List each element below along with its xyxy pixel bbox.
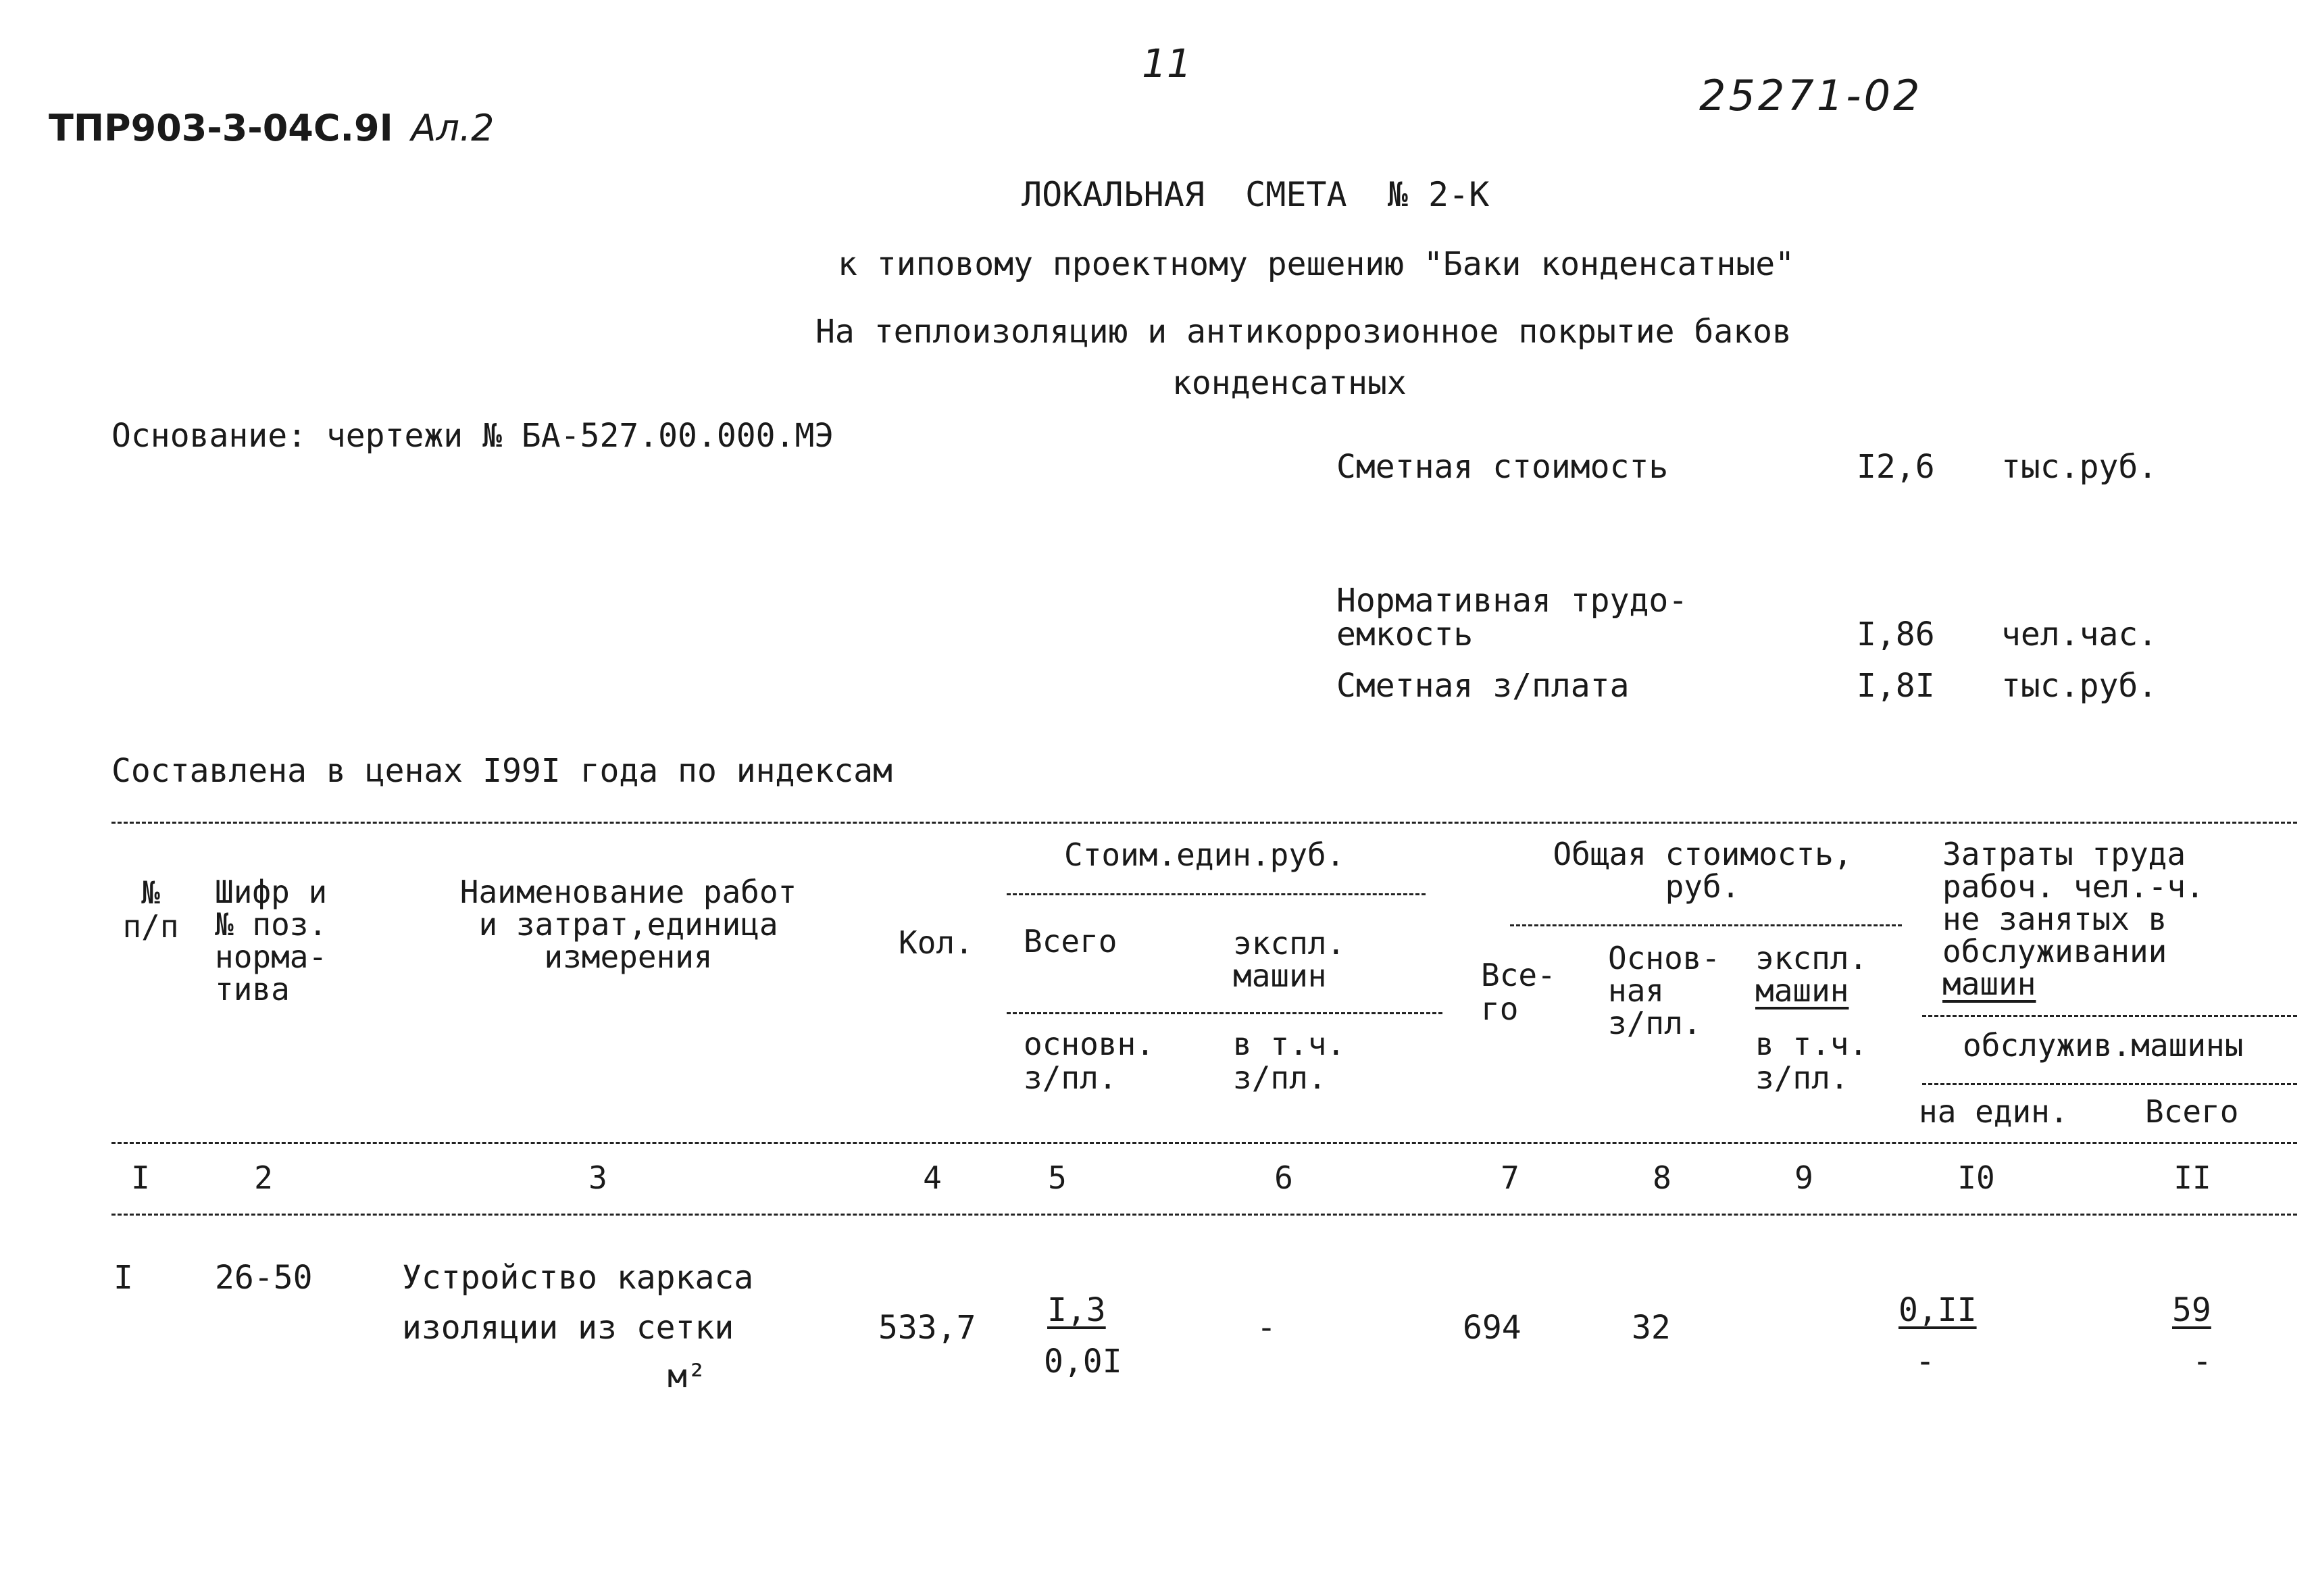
column-number: I0 xyxy=(1957,1159,1995,1196)
column-number: 4 xyxy=(923,1159,942,1196)
unit-cost-rule xyxy=(1007,893,1426,895)
header-labor-machines: обслужив.машины xyxy=(1963,1027,2244,1064)
title-line-2: к типовому проектному решению "Баки конденсатные" xyxy=(838,245,1795,283)
header-total-mach-wage-2: з/пл. xyxy=(1755,1059,1849,1096)
header-total-main-1: Основ- xyxy=(1608,940,1721,976)
row-labor-per-unit-bottom: - xyxy=(1915,1343,1935,1380)
row-labor-total-bottom: - xyxy=(2192,1343,2212,1380)
labor-sub-rule xyxy=(1922,1015,2297,1017)
table-top-rule xyxy=(111,822,2297,824)
header-code-4: тива xyxy=(215,971,290,1007)
wage-unit: тыс.руб. xyxy=(2001,667,2158,705)
header-total-group-2: руб. xyxy=(1665,868,1740,905)
header-name-1: Наименование работ xyxy=(459,874,797,910)
header-code-3: норма- xyxy=(215,939,328,975)
doc-sheet: Ал.2 xyxy=(411,107,495,149)
header-total-mach xyxy=(1755,942,1867,1007)
header-unit-mach-wage-1: в т.ч. xyxy=(1233,1026,1346,1062)
header-unit-mach-wage xyxy=(1233,1027,1345,1095)
row-unit-main: 0,0I xyxy=(1044,1343,1122,1380)
header-unit-main xyxy=(1024,1027,1155,1095)
header-total-mach-wage xyxy=(1755,1027,1867,1095)
header-name-3: измерения xyxy=(544,939,713,975)
header-bottom-rule xyxy=(111,1142,2297,1144)
header-total-mach-wage-1: в т.ч. xyxy=(1755,1026,1868,1062)
header-unit-mach xyxy=(1233,927,1345,992)
header-qty: Кол. xyxy=(899,924,974,961)
header-labor-3: не занятых в xyxy=(1942,901,2167,937)
header-labor-1: Затраты труда xyxy=(1942,836,2186,872)
row-unit: м² xyxy=(668,1357,707,1395)
header-unit-cost-group: Стоим.един.руб. xyxy=(1064,837,1345,873)
header-total-group xyxy=(1513,838,1892,903)
header-total-all-2: го xyxy=(1481,991,1519,1027)
column-number: II xyxy=(2173,1159,2211,1196)
labor-label-1: Нормативная трудо- xyxy=(1336,582,1688,620)
unit-cost-sub-rule xyxy=(1007,1012,1442,1014)
column-number: 8 xyxy=(1653,1159,1671,1196)
column-numbers-rule xyxy=(111,1214,2297,1216)
column-number: I xyxy=(131,1159,150,1196)
row-total-main: 32 xyxy=(1632,1309,1671,1347)
basis-text: Основание: чертежи № БА-527.00.000.МЭ xyxy=(111,417,834,455)
column-number: 7 xyxy=(1501,1159,1519,1196)
wage-value: I,8I xyxy=(1857,667,1935,705)
header-labor xyxy=(1942,838,2205,1000)
column-number: 5 xyxy=(1048,1159,1067,1196)
row-labor-total-top: 59 xyxy=(2172,1291,2211,1329)
column-number: 6 xyxy=(1274,1159,1293,1196)
header-unit-main-1: основн. xyxy=(1024,1026,1155,1062)
header-labor-2: рабоч. чел.-ч. xyxy=(1942,868,2205,905)
header-labor-5: машин xyxy=(1942,966,2036,1002)
row-labor-per-unit-top: 0,II xyxy=(1898,1291,1977,1329)
labor-unit: чел.час. xyxy=(2001,616,2158,653)
header-num xyxy=(114,876,188,943)
header-labor-4: обслуживании xyxy=(1942,933,2167,970)
labor-machines-rule xyxy=(1922,1083,2297,1085)
labor-value: I,86 xyxy=(1857,616,1935,653)
cost-value: I2,6 xyxy=(1857,448,1935,486)
row-num: I xyxy=(114,1259,133,1297)
title-line-4: конденсатных xyxy=(1172,364,1407,402)
page-number: 11 xyxy=(1142,41,1192,86)
header-total-main xyxy=(1608,942,1720,1039)
header-unit-mach-wage-2: з/пл. xyxy=(1233,1059,1327,1096)
row-unit-total: I,3 xyxy=(1047,1291,1106,1329)
document-title: ЛОКАЛЬНАЯ СМЕТА № 2-К xyxy=(1022,175,1490,214)
header-name-2: и затрат,единица xyxy=(478,906,778,943)
compiled-text: Составлена в ценах I99I года по индексам xyxy=(111,752,892,790)
row-total-all: 694 xyxy=(1463,1309,1521,1347)
column-number: 3 xyxy=(588,1159,607,1196)
cost-unit: тыс.руб. xyxy=(2001,448,2158,486)
column-number: 9 xyxy=(1794,1159,1813,1196)
header-code-1: Шифр и xyxy=(215,874,328,910)
wage-label: Сметная з/плата xyxy=(1336,667,1630,705)
header-total-main-2: ная xyxy=(1608,972,1665,1009)
row-name-2: изоляции из сетки xyxy=(402,1309,734,1347)
header-unit-mach-2: машин xyxy=(1233,957,1327,994)
header-labor-total: Всего xyxy=(2145,1093,2239,1130)
row-code: 26-50 xyxy=(215,1259,313,1297)
header-code xyxy=(215,876,327,1005)
doc-code-text: ТПР903-3-04С.9I xyxy=(49,107,393,149)
header-total-all xyxy=(1481,958,1556,1026)
row-qty: 533,7 xyxy=(878,1309,976,1347)
header-code-2: № поз. xyxy=(215,906,328,943)
column-number: 2 xyxy=(254,1159,273,1196)
header-unit-total: Всего xyxy=(1024,923,1117,959)
header-total-main-3: з/пл. xyxy=(1608,1005,1702,1041)
archive-number: 25271-02 xyxy=(1699,71,1923,120)
header-name xyxy=(419,876,838,973)
header-total-mach-2: машин xyxy=(1755,972,1849,1009)
header-num-2: п/п xyxy=(122,908,179,945)
doc-code xyxy=(49,108,494,149)
header-total-group-1: Общая стоимость, xyxy=(1553,836,1853,872)
header-total-mach-1: экспл. xyxy=(1755,940,1868,976)
title-line-3: На теплоизоляцию и антикоррозионное покрытие баков xyxy=(815,313,1792,351)
row-unit-mach: - xyxy=(1257,1309,1276,1347)
total-group-rule xyxy=(1510,924,1902,926)
row-name-1: Устройство каркаса xyxy=(402,1259,754,1297)
header-labor-per-unit: на един. xyxy=(1919,1093,2069,1130)
header-unit-main-2: з/пл. xyxy=(1024,1059,1117,1096)
header-num-1: № xyxy=(141,874,160,911)
cost-label: Сметная стоимость xyxy=(1336,448,1669,486)
labor-label-2: емкость xyxy=(1336,616,1474,653)
header-total-all-1: Все- xyxy=(1481,957,1556,993)
header-unit-mach-1: экспл. xyxy=(1233,925,1346,962)
